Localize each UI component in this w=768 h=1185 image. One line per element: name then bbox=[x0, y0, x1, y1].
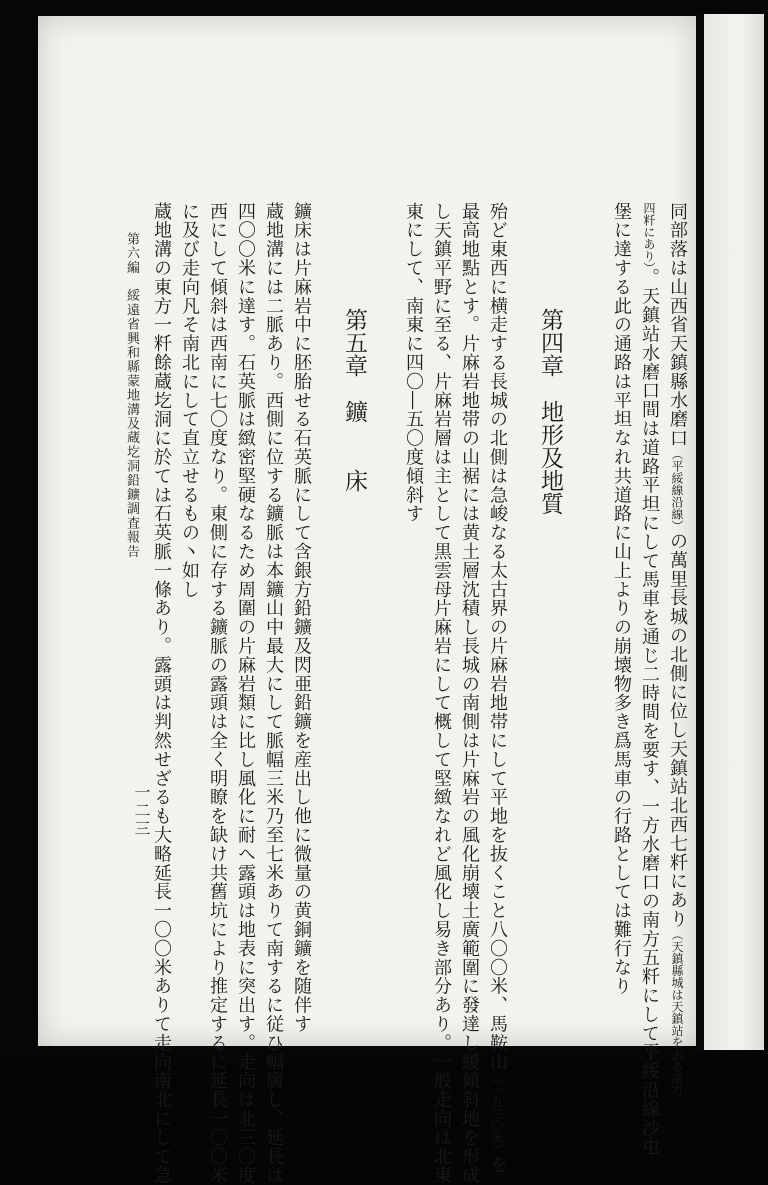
chapter-5-line-2: 蔵地溝には二脈あり。西側に位する鑛脈は本鑛山中最大にして脈幅三米乃至七米ありて南するに従ひ幅廣し、延長は bbox=[263, 202, 284, 1185]
chapter-4-text: 殆ど東西に横走する長城の北側は急峻なる太古界の片麻岩地帯にして平地を抜くこと八〇〇米、馬鞍山 bbox=[487, 202, 508, 1072]
chapter-5-line-6: 蔵地溝の東方一粁餘蔵圪洞に於ては石英脈一條あり。露頭は判然せざるも大略延長一〇〇米ありて走向南北にして急 bbox=[151, 202, 172, 1185]
intro-text: の萬里長城の北側に位し天鎮站北西七粁にあり bbox=[667, 531, 688, 929]
chapter-4-text: を bbox=[487, 1155, 508, 1175]
chapter-4-heading: 第四章 地形及地質 bbox=[537, 308, 563, 515]
scan-spine-shadow bbox=[696, 14, 704, 1050]
text-block bbox=[38, 16, 696, 1185]
intro-line-1 bbox=[666, 202, 688, 1097]
intro-text: 堡に達する此の通路は平坦なれ共道路に山上よりの崩壊物多き爲馬車の行路としては難行なり bbox=[611, 202, 632, 996]
running-footer: 第六編 綏遠省興和縣蒙地溝及蔵圪洞鉛鑛調査報告 bbox=[124, 232, 139, 559]
adjacent-page-edge bbox=[704, 14, 764, 1050]
intro-line-3 bbox=[610, 202, 632, 996]
intro-note: 四粁にあり） bbox=[642, 202, 656, 268]
page-number: 一二三 bbox=[132, 784, 151, 838]
chapter-5-line-4: 西にして傾斜は西南に七〇度なり。東側に存する鑛脈の露頭は全く明瞭を缺け共舊坑により推定するに延長一〇〇米 bbox=[207, 202, 228, 1185]
chapter-5-line-1: 鑛床は片麻岩中に胚胎せる石英脈にして含銀方鉛鑛及閃亜鉛鑛を産出し他に微量の黄銅鑛を随伴す bbox=[291, 202, 312, 1034]
intro-note: （天鎮縣城は天鎮站を去る南方 bbox=[670, 928, 684, 1097]
chapter-4-line-2: 最高地點とす。片麻岩地帯の山裾には黄土層沈積し長城の南側は片麻岩の風化崩壊土廣範圍に發達し緩傾斜地を形成 bbox=[459, 202, 480, 1185]
intro-note: （平綏線沿線） bbox=[670, 447, 684, 532]
intro-text: 同部落は山西省天鎮縣水磨口 bbox=[667, 202, 688, 448]
chapter-5-line-5: に及び走向凡そ南北にして直立せるもの丶如し bbox=[179, 202, 200, 599]
chapter-4-line-1 bbox=[486, 202, 508, 1174]
chapter-4-line-3: し天鎮平野に至る、片麻岩層は主として黒雲母片麻岩にして概して堅緻なれど風化し易き部分あり。一般走向は北東 bbox=[431, 202, 452, 1185]
chapter-5-line-3: 四〇〇米に達す。石英脈は緻密堅硬なるため周圍の片麻岩類に比し風化に耐へ露頭は地表に突出す。走向は北三〇度 bbox=[235, 202, 256, 1185]
intro-line-2 bbox=[638, 202, 660, 1156]
chapter-5-heading: 第五章 鑛 床 bbox=[341, 308, 367, 492]
chapter-4-note: （一九三〇米） bbox=[490, 1071, 504, 1156]
intro-text: 。天鎮站水磨口間は道路平坦にして馬車を通じ二時間を要す、一方水磨口の南方五粁にして平綏沿線沙屯 bbox=[639, 268, 660, 1157]
document-page bbox=[38, 16, 696, 1185]
chapter-4-line-4: 東にして、南東に四〇―五〇度傾斜す bbox=[403, 202, 424, 524]
